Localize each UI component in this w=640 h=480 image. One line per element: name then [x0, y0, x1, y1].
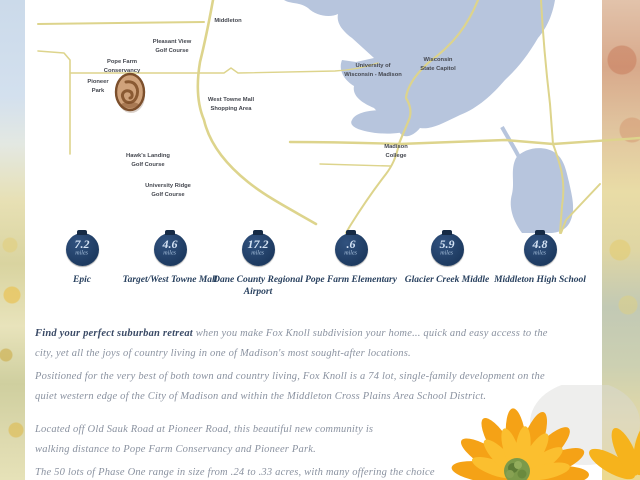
badge-distance: .6 [346, 237, 356, 251]
mile-marker-icon [431, 233, 464, 266]
badge-unit: miles [251, 249, 265, 257]
map-label-west-towne-mall: West Towne Mall [207, 97, 255, 103]
badge-unit: miles [163, 249, 177, 257]
distance-badge-middleton-high [492, 233, 588, 286]
map-label-madison-college: Madison [384, 144, 408, 150]
map-label-west-towne-mall-2: Shopping Area [210, 106, 252, 112]
badge-label: Epic [73, 275, 91, 285]
distance-badge-target-west-towne [122, 233, 218, 286]
map-label-pope-farm-conservancy: Pope Farm [107, 59, 137, 65]
badge-label: Target/West Towne Mall [122, 275, 218, 285]
intro-line2: city, yet all the joys of country living in one of Madison's most sought-after locations. [35, 348, 411, 359]
marker-cap-icon [442, 230, 452, 235]
sunflower-image [425, 385, 640, 480]
badge-label: Middleton High School [494, 275, 586, 285]
map-label-pioneer-park-2: Park [91, 88, 105, 94]
map-label-pleasant-view: Pleasant View [152, 39, 192, 45]
marker-cap-icon [535, 230, 545, 235]
area-map [0, 0, 640, 236]
intro-line1: when you make Fox Knoll subdivision your home... quick and easy access to the [192, 328, 548, 339]
map-lakes [268, 0, 573, 233]
fox-knoll-logo [116, 74, 145, 113]
mile-marker-icon [335, 233, 368, 266]
positioned-line1: Positioned for the very best of both town and country living, Fox Knoll is a 74 lot, single-family development on the [35, 371, 545, 382]
badge-label: Pope Farm Elementary [305, 275, 397, 285]
badge-distance: 4.8 [532, 237, 548, 251]
lake-mendota [268, 0, 555, 136]
marker-cap-icon [77, 230, 87, 235]
mile-marker-icon [242, 233, 275, 266]
map-label-hawks-landing-2: Golf Course [131, 162, 165, 168]
map-label-uw-madison: University of [355, 63, 391, 69]
marker-cap-icon [346, 230, 356, 235]
map-label-university-ridge: University Ridge [145, 183, 191, 189]
badge-unit: miles [533, 249, 547, 257]
map-label-uw-madison-2: Wisconsin - Madison [344, 72, 402, 78]
map-label-state-capitol-2: State Capitol [420, 66, 456, 72]
map-label-pope-farm-conservancy-2: Conservancy [103, 68, 141, 74]
mile-marker-icon [154, 233, 187, 266]
intro-bold-phrase: Find your perfect suburban retreat [35, 328, 193, 339]
map-label-pleasant-view-2: Golf Course [155, 48, 189, 54]
mile-marker-icon [66, 233, 99, 266]
badge-label: Dane County Regional Airport [213, 275, 303, 298]
located-line2: walking distance to Pope Farm Conservancy and Pioneer Park. [35, 444, 316, 455]
badge-unit: miles [75, 249, 89, 257]
badge-distance: 4.6 [162, 237, 178, 251]
badge-distance: 17.2 [247, 237, 269, 251]
distance-badge-epic [34, 233, 130, 286]
badge-distance: 7.2 [74, 237, 90, 251]
mile-marker-icon [524, 233, 557, 266]
distance-badge-glacier-creek [399, 233, 495, 286]
map-label-middleton: Middleton [214, 18, 242, 24]
distance-badges-row [0, 233, 640, 321]
located-line1: Located off Old Sauk Road at Pioneer Road, this beautiful new community is [35, 424, 374, 435]
distance-badge-pope-farm-elementary [303, 233, 399, 286]
positioned-line2: quiet western edge of the City of Madison and within the Middleton Cross Plains Area School District. [35, 391, 487, 402]
badge-unit: miles [344, 249, 358, 257]
map-label-pioneer-park: Pioneer [87, 79, 109, 85]
badge-unit: miles [440, 249, 454, 257]
intro-paragraph [35, 324, 595, 364]
badge-label: Glacier Creek Middle [404, 275, 490, 285]
distance-badge-airport [210, 233, 306, 299]
lots-line1: The 50 lots of Phase One range in size from .24 to .33 acres, with many offering the choice [35, 467, 435, 478]
marker-cap-icon [165, 230, 175, 235]
map-label-hawks-landing: Hawk's Landing [126, 153, 170, 159]
marker-cap-icon [253, 230, 263, 235]
map-label-university-ridge-2: Golf Course [151, 192, 185, 198]
map-label-madison-college-2: College [385, 153, 407, 159]
badge-distance: 5.9 [439, 237, 455, 251]
map-label-state-capitol: Wisconsin [423, 57, 453, 63]
